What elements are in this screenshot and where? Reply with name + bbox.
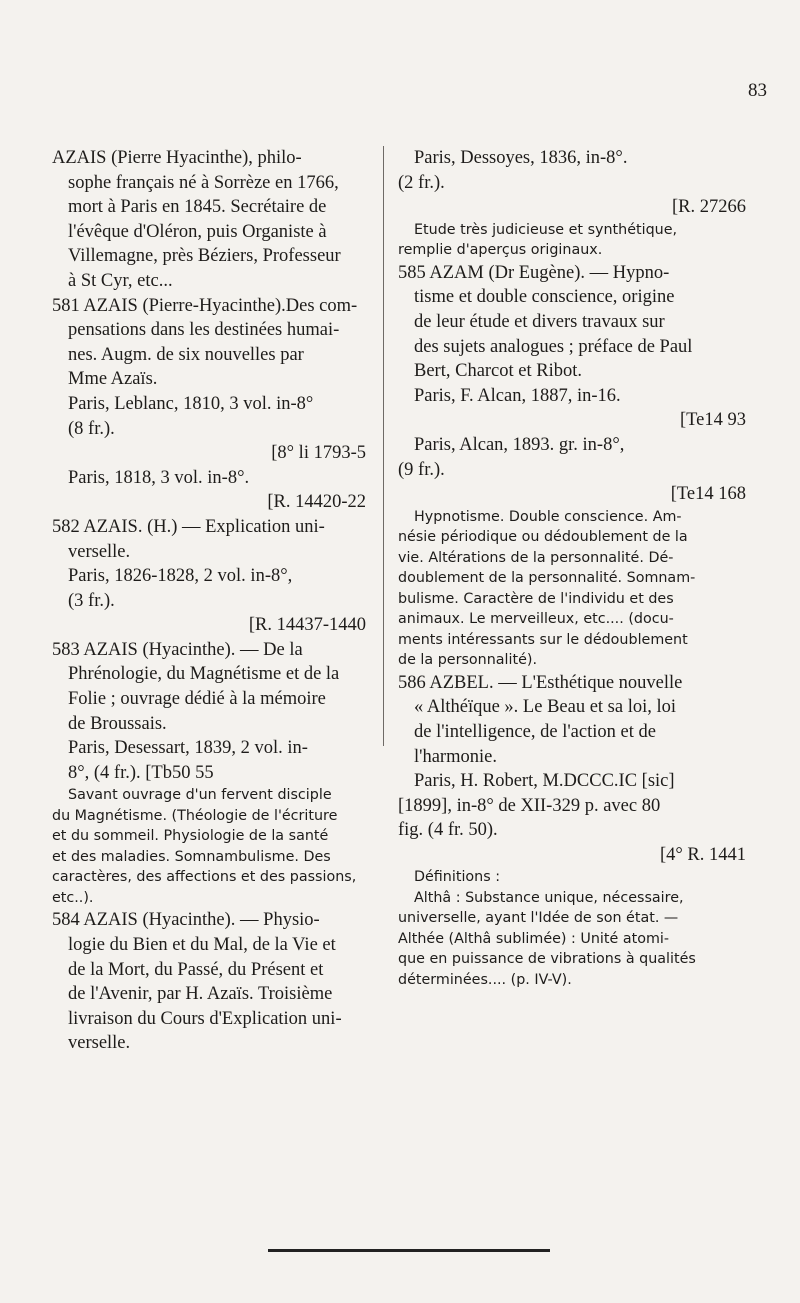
- left-column-line: etc..).: [52, 889, 94, 906]
- left-column-line: AZAIS (Pierre Hyacinthe), philo-: [52, 148, 302, 168]
- left-column-line: de la Mort, du Passé, du Présent et: [68, 959, 324, 980]
- right-column-line: des sujets analogues ; préface de Paul: [414, 336, 693, 357]
- left-column-line: et du sommeil. Physiologie de la santé: [52, 828, 329, 845]
- left-column-line: de l'Avenir, par H. Azaïs. Troisième: [68, 984, 333, 1005]
- left-column-line: (8 fr.).: [68, 418, 115, 439]
- right-column-line: 586 AZBEL. — L'Esthétique nouvelle: [398, 672, 683, 693]
- left-column-line: Phrénologie, du Magnétisme et de la: [68, 664, 340, 685]
- left-column-line: pensations dans les destinées humai-: [68, 320, 340, 341]
- left-column-line: l'évêque d'Oléron, puis Organiste à: [68, 221, 327, 242]
- right-column-line: [Te14 93: [679, 410, 746, 431]
- right-column-line: « Althéïque ». Le Beau et sa loi, loi: [414, 697, 677, 718]
- left-column-line: [8° li 1793-5: [271, 443, 366, 464]
- right-column-line: [R. 27266: [672, 197, 746, 218]
- left-column-line: Savant ouvrage d'un fervent disciple: [68, 787, 332, 804]
- right-column-line: ments intéressants sur le dédoublement: [398, 631, 688, 648]
- right-column-line: (2 fr.).: [398, 172, 445, 193]
- left-column-line: 8°, (4 fr.). [Tb50 55: [68, 762, 214, 783]
- right-column-line: Paris, Dessoyes, 1836, in-8°.: [414, 148, 628, 168]
- right-column-line: Paris, F. Alcan, 1887, in-16.: [414, 385, 621, 406]
- right-column-line: Althée (Althâ sublimée) : Unité atomi-: [398, 930, 670, 947]
- page-end-rule: [268, 1249, 550, 1252]
- left-column-line: mort à Paris en 1845. Secrétaire de: [68, 197, 327, 218]
- right-column-line: Althâ : Substance unique, nécessaire,: [414, 889, 684, 906]
- left-column-line: 583 AZAIS (Hyacinthe). — De la: [52, 639, 303, 660]
- left-column-line: livraison du Cours d'Explication uni-: [68, 1008, 342, 1029]
- left-column-line: 582 AZAIS. (H.) — Explication uni-: [52, 516, 325, 537]
- right-column-line: l'harmonie.: [414, 746, 497, 767]
- left-column-line: 584 AZAIS (Hyacinthe). — Physio-: [52, 910, 320, 931]
- left-column-line: verselle.: [68, 541, 131, 562]
- left-column-line: logie du Bien et du Mal, de la Vie et: [68, 935, 336, 956]
- left-column-line: Villemagne, près Béziers, Professeur: [68, 246, 341, 267]
- right-column-line: déterminées.... (p. IV-V).: [398, 971, 572, 988]
- left-column: [52, 146, 368, 1056]
- right-column-line: vie. Altérations de la personnalité. Dé-: [398, 549, 674, 566]
- left-column-line: Folie ; ouvrage dédié à la mémoire: [68, 689, 326, 710]
- left-column-line: Paris, Desessart, 1839, 2 vol. in-: [68, 738, 308, 759]
- right-column-line: universelle, ayant l'Idée de son état. —: [398, 910, 679, 927]
- right-column-line: doublement de la personnalité. Somnam-: [398, 570, 696, 587]
- page-number: 83: [748, 80, 767, 101]
- left-column-line: et des maladies. Somnambulisme. Des: [52, 848, 331, 865]
- right-column-line: [Te14 168: [670, 484, 746, 505]
- right-column-line: Paris, H. Robert, M.DCCC.IC [sic]: [414, 771, 675, 792]
- left-column-line: de Broussais.: [68, 713, 167, 734]
- left-column-line: verselle.: [68, 1033, 131, 1054]
- right-column-line: Paris, Alcan, 1893. gr. in-8°,: [414, 434, 625, 455]
- left-column-line: Mme Azaïs.: [68, 369, 158, 390]
- right-column-line: nésie périodique ou dédoublement de la: [398, 529, 688, 546]
- left-column-line: à St Cyr, etc...: [68, 270, 173, 291]
- right-column-line: de l'intelligence, de l'action et de: [414, 721, 656, 742]
- left-column-line: nes. Augm. de six nouvelles par: [68, 344, 304, 365]
- right-column-line: Etude très judicieuse et synthétique,: [414, 221, 678, 238]
- right-column-line: tisme et double conscience, origine: [414, 287, 675, 308]
- column-divider: [383, 146, 384, 746]
- left-column-line: Paris, 1818, 3 vol. in-8°.: [68, 467, 250, 488]
- right-column-line: [4° R. 1441: [659, 844, 746, 865]
- right-column-line: Bert, Charcot et Ribot.: [414, 361, 583, 382]
- right-column: [398, 146, 748, 990]
- right-column-line: (9 fr.).: [398, 459, 445, 480]
- right-column-line: 585 AZAM (Dr Eugène). — Hypno-: [398, 262, 670, 283]
- right-column-line: remplie d'aperçus originaux.: [398, 242, 603, 259]
- left-column-line: (3 fr.).: [68, 590, 115, 611]
- left-column-line: caractères, des affections et des passions,: [52, 869, 357, 886]
- right-column-line: bulisme. Caractère de l'individu et des: [398, 590, 674, 607]
- right-column-line: que en puissance de vibrations à qualités: [398, 951, 696, 968]
- right-column-line: [1899], in-8° de XII-329 p. avec 80: [398, 795, 661, 816]
- right-column-line: de leur étude et divers travaux sur: [414, 311, 665, 332]
- left-column-line: [R. 14420-22: [267, 492, 366, 513]
- right-column-line: animaux. Le merveilleux, etc.... (docu-: [398, 611, 674, 628]
- left-column-line: Paris, 1826-1828, 2 vol. in-8°,: [68, 566, 293, 587]
- left-column-line: sophe français né à Sorrèze en 1766,: [68, 172, 339, 193]
- right-column-line: de la personnalité).: [398, 652, 537, 669]
- right-column-line: Définitions :: [414, 869, 501, 886]
- left-column-line: [R. 14437-1440: [248, 615, 366, 636]
- left-column-line: du Magnétisme. (Théologie de l'écriture: [52, 807, 338, 824]
- right-column-line: Hypnotisme. Double conscience. Am-: [414, 508, 682, 525]
- left-column-line: 581 AZAIS (Pierre-Hyacinthe).Des com-: [52, 295, 358, 316]
- right-column-line: fig. (4 fr. 50).: [398, 820, 498, 841]
- left-column-line: Paris, Leblanc, 1810, 3 vol. in-8°: [68, 393, 314, 414]
